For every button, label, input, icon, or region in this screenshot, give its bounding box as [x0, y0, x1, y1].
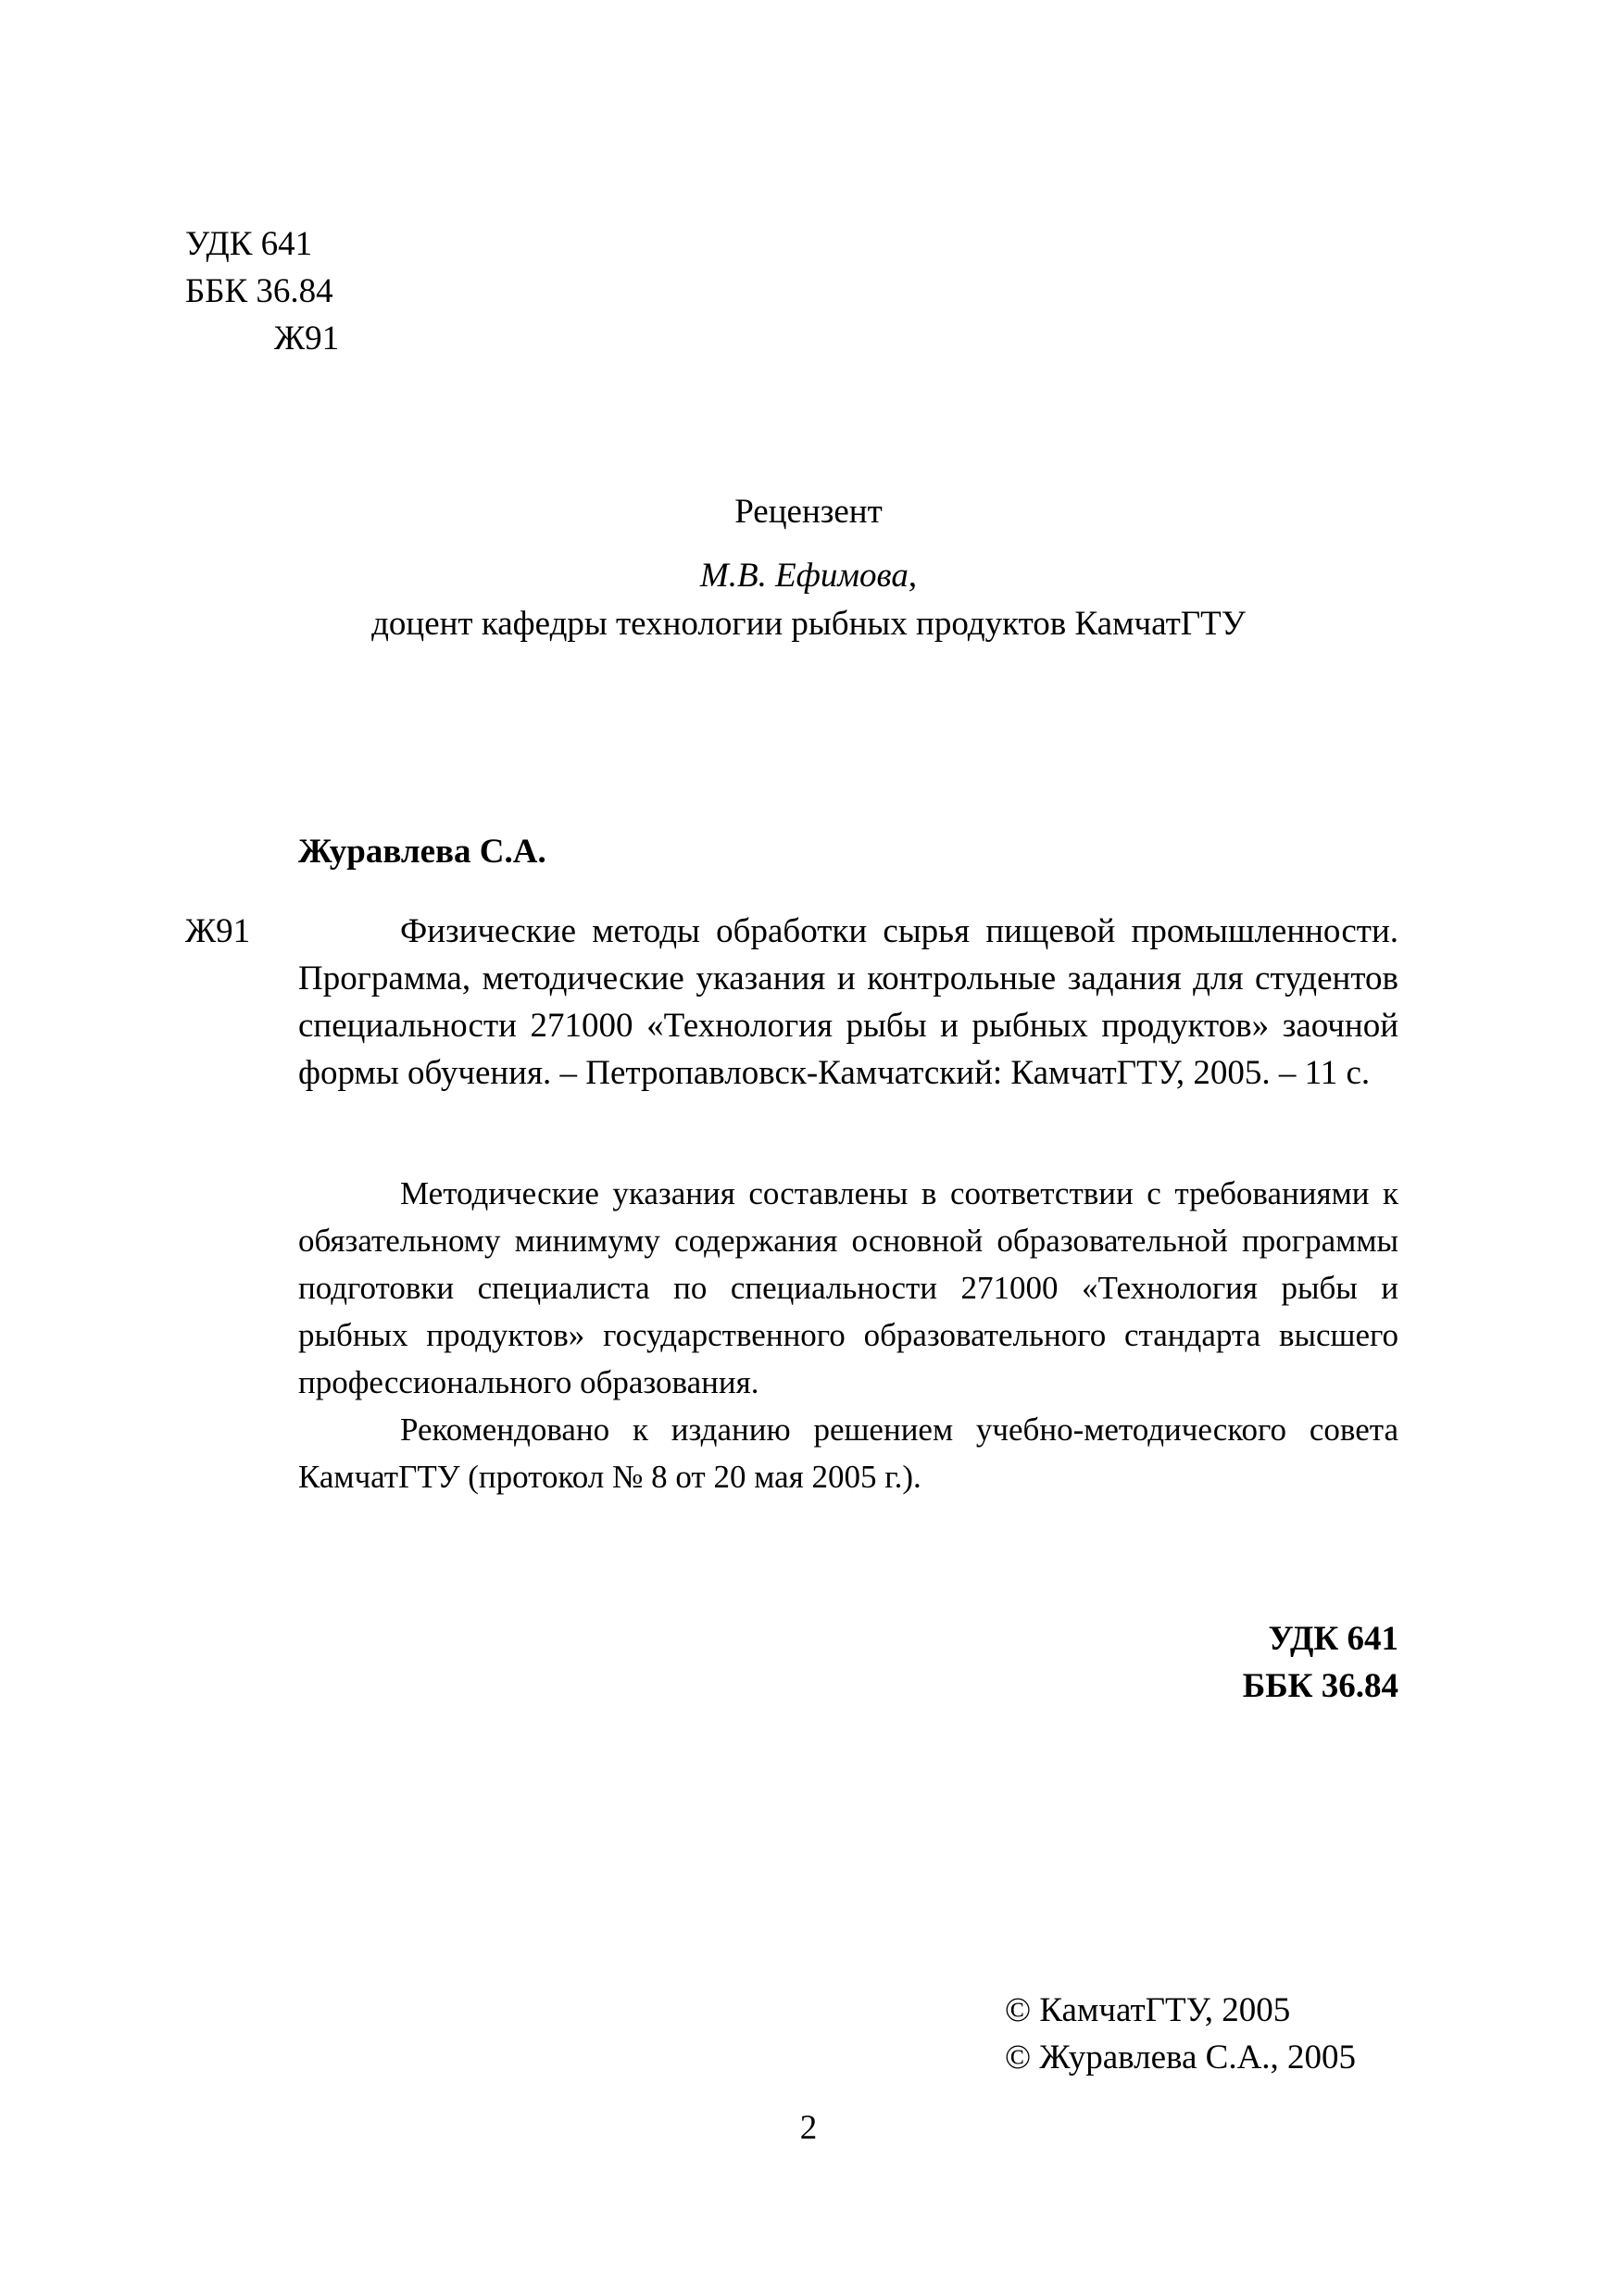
- annotation-paragraph-1: Методические указания составлены в соответствии с требованиями к обязательному минимуму содержания основной образовательной программы подготовки специалиста по специальности 271000 «Технология рыбы и рыбных продуктов» государственного образовательного стандарта высшего профессионального образования.: [298, 1175, 1398, 1400]
- reviewer-name: М.В. Ефимова: [699, 557, 909, 595]
- reviewer-name-comma: ,: [908, 557, 918, 595]
- bbk-code-top: ББК 36.84: [185, 272, 333, 310]
- copyright-publisher: © КамчатГТУ, 2005: [1005, 1991, 1291, 2029]
- author-mark-top: Ж91: [274, 320, 340, 358]
- annotation-paragraph-2: Рекомендовано к изданию решением учебно-методического совета КамчатГТУ (протокол № 8 от 20 мая 2005 г.).: [298, 1411, 1398, 1495]
- copyright-author: © Журавлева С.А., 2005: [1005, 2039, 1357, 2076]
- entry-author-mark: Ж91: [185, 912, 251, 950]
- bbk-code-bottom: ББК 36.84: [1242, 1667, 1398, 1705]
- annotation: [298, 1170, 1398, 1500]
- reviewer-name-line: [0, 552, 1617, 599]
- reviewer-position: доцент кафедры технологии рыбных продуктов КамчатГТУ: [371, 605, 1246, 643]
- udk-code-top: УДК 641: [185, 225, 313, 263]
- udk-code-bottom: УДК 641: [1268, 1620, 1398, 1658]
- reviewer-label: Рецензент: [734, 493, 883, 531]
- bibliographic-entry: Физические методы обработки сырья пищевой промышленности. Программа, методические указания и контрольные задания для студентов специальности 271000 «Технология рыбы и рыбных продуктов» заочной формы обучения. – Петропавловск-Камчатский: КамчатГТУ, 2005. – 11 с.: [298, 912, 1398, 1092]
- page-number: 2: [799, 2109, 818, 2147]
- author-name: Журавлева С.А.: [298, 833, 546, 871]
